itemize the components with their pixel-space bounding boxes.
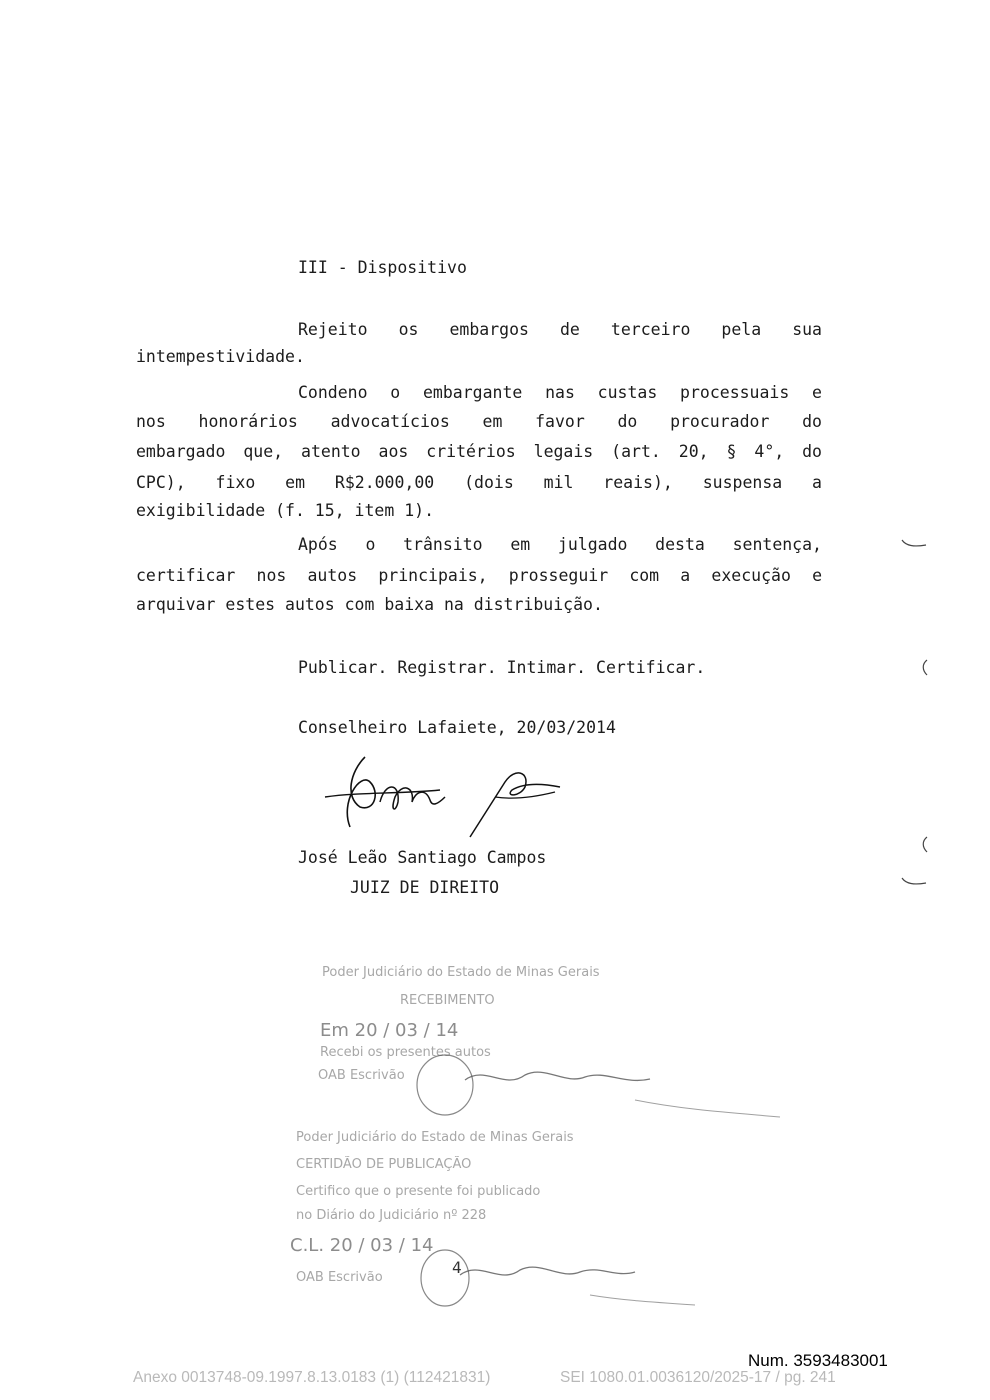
signer-name: José Leão Santiago Campos	[298, 848, 547, 867]
stamp1-line-1: Poder Judiciário do Estado de Minas Gerais	[322, 965, 600, 980]
margin-mark-4	[920, 835, 930, 855]
stamp2-line-3: Certifico que o presente foi publicado	[296, 1184, 541, 1199]
place-date: Conselheiro Lafaiete, 20/03/2014	[298, 718, 616, 737]
stamp2-line-4: no Diário do Judiciário nº 228	[296, 1208, 487, 1223]
stamp1-signature	[405, 1055, 785, 1125]
paragraph-2-line-5: exigibilidade (f. 15, item 1).	[136, 501, 435, 520]
paragraph-1-line-1: Rejeito os embargos de terceiro pela sua	[298, 320, 822, 339]
paragraph-3-line-2: certificar nos autos principais, prosseguir com a execução e	[136, 566, 822, 585]
stamp1-line-3: Em 20 / 03 / 14	[320, 1020, 459, 1041]
page-mark: 4	[452, 1258, 462, 1277]
signature	[320, 752, 580, 842]
paragraph-2-line-1: Condeno o embargante nas custas processuais e	[298, 383, 822, 402]
paragraph-2-line-3: embargado que, atento aos critérios legais (art. 20, § 4°, do	[136, 442, 822, 461]
margin-mark-3	[920, 658, 930, 678]
paragraph-3-line-3: arquivar estes autos com baixa na distribuição.	[136, 595, 603, 614]
stamp2-line-1: Poder Judiciário do Estado de Minas Gerais	[296, 1130, 574, 1145]
paragraph-3-line-1: Após o trânsito em julgado desta sentença,	[298, 535, 822, 554]
footer-sei: SEI 1080.01.0036120/2025-17 / pg. 241	[560, 1369, 836, 1386]
margin-mark-1	[900, 538, 930, 550]
footer-annex: Anexo 0013748-09.1997.8.13.0183 (1) (112421831)	[133, 1369, 491, 1386]
stamp2-line-6: OAB Escrivão	[296, 1270, 383, 1285]
section-heading: III - Dispositivo	[298, 258, 467, 277]
stamp1-line-2: RECEBIMENTO	[400, 993, 495, 1008]
stamp1-line-4: Recebi os presentes autos	[320, 1045, 491, 1060]
closing-line: Publicar. Registrar. Intimar. Certificar.	[298, 658, 706, 677]
stamp2-line-5: C.L. 20 / 03 / 14	[290, 1235, 434, 1256]
margin-mark-2	[900, 876, 930, 888]
stamp2-line-2: CERTIDÃO DE PUBLICAÇÃO	[296, 1157, 472, 1172]
footer-document-number: Num. 3593483001	[748, 1351, 888, 1370]
signer-title: JUIZ DE DIREITO	[350, 878, 500, 897]
stamp1-line-5: OAB Escrivão	[318, 1068, 405, 1083]
paragraph-2-line-4: CPC), fixo em R$2.000,00 (dois mil reais), suspensa a	[136, 473, 822, 492]
paragraph-2-line-2: nos honorários advocatícios em favor do procurador do	[136, 412, 822, 431]
paragraph-1-line-2: intempestividade.	[136, 347, 305, 366]
